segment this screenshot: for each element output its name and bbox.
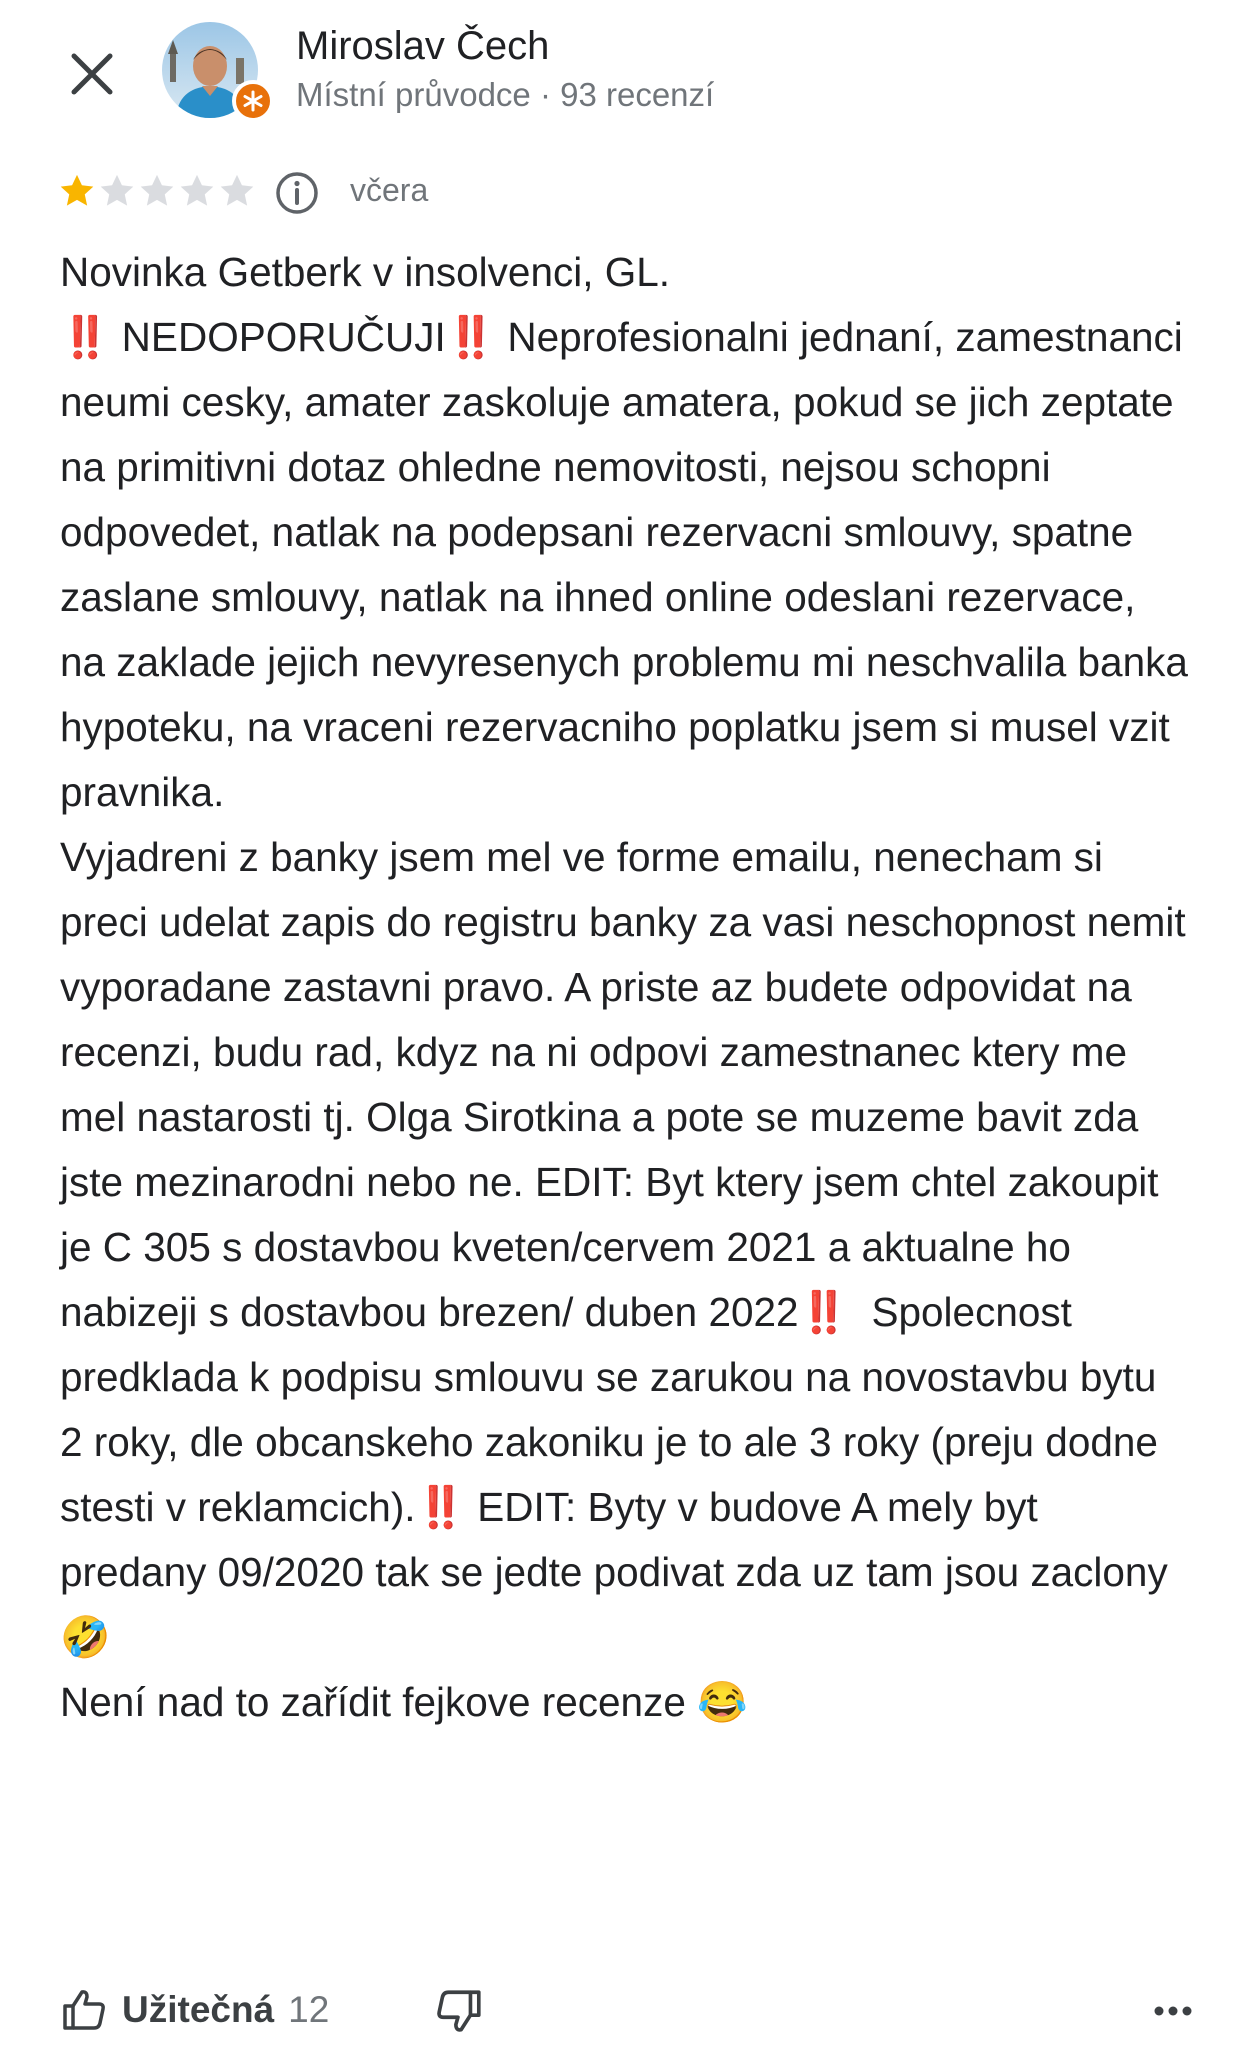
review-date: včera (350, 172, 429, 208)
more-options-button[interactable] (1148, 1986, 1198, 2036)
not-helpful-button[interactable] (434, 1986, 484, 2036)
close-button[interactable] (62, 44, 122, 104)
thumbs-up-icon (60, 1986, 108, 2034)
review-paragraph: Vyjadreni z banky jsem mel ve forme emailu, nenecham si preci udelat zapis do registru banky za vasi neschopnost nemit vyporadane zastavni pravo. A priste az budete odpovidat na recenzi, budu rad, kdyz na ni odpovi zamestnanec ktery me mel nastarosti tj. Olga Sirotkina a pote se muzeme bavit zda jste mezinarodni nebo ne. EDIT: Byt ktery jsem chtel zakoupit je C 305 s dostavbou kveten/cervem 2021 a aktualne ho nabizeji s dostavbou brezen/ duben 2022‼️ Spolecnost predklada k podpisu smlouvu se zarukou na novostavbu bytu 2 roky, dle obcanskeho zakoniku je to ale 3 roky (preju dodne stesti v reklamcich).‼️ EDIT: Byty v budove A mely byt predany 09/2020 tak se jedte podivat zda uz tam jsou zaclony 🤣 (60, 834, 1197, 1660)
star-filled-icon (58, 172, 96, 210)
review-paragraph: ‼️ NEDOPORUČUJI‼️ Neprofesionalni jednaní, zamestnanci neumi cesky, amater zaskoluje amatera, pokud se jich zeptate na primitivni dotaz ohledne nemovitosti, nejsou schopni odpovedet, natlak na podepsani rezervacni smlouvy, spatne zaslane smlouvy, natlak na ihned online odeslani rezervace, na zaklade jejich nevyresenych problemu mi neschvalila banka hypoteku, na vraceni rezervacniho poplatku jsem si musel vzit pravnika. (60, 314, 1200, 815)
review-actions (0, 1980, 1242, 2048)
rating-row (58, 168, 658, 220)
review-paragraph: Novinka Getberk v insolvenci, GL. (60, 249, 671, 295)
star-empty-icon (98, 172, 136, 210)
thumbs-down-icon (434, 1986, 484, 2036)
review-paragraph: Není nad to zařídit fejkove recenze 😂 (60, 1679, 748, 1725)
star-empty-icon (138, 172, 176, 210)
helpful-count: 12 (288, 1989, 330, 2030)
close-icon (62, 44, 122, 104)
review-text (60, 240, 1200, 1735)
info-button[interactable] (274, 170, 320, 216)
author-name[interactable]: Miroslav Čech (296, 24, 550, 68)
helpful-button[interactable] (60, 1980, 329, 2040)
local-guide-badge (232, 80, 274, 122)
helpful-label: Užitečná (122, 1989, 275, 2030)
star-empty-icon (178, 172, 216, 210)
author-meta: Místní průvodce · 93 recenzí (296, 76, 715, 113)
author-avatar[interactable] (162, 22, 270, 130)
more-horizontal-icon (1148, 1986, 1198, 2036)
review-header (0, 0, 1242, 150)
info-icon (274, 170, 320, 216)
star-rating (58, 172, 258, 216)
local-guide-star-icon (236, 84, 270, 118)
star-empty-icon (218, 172, 256, 210)
